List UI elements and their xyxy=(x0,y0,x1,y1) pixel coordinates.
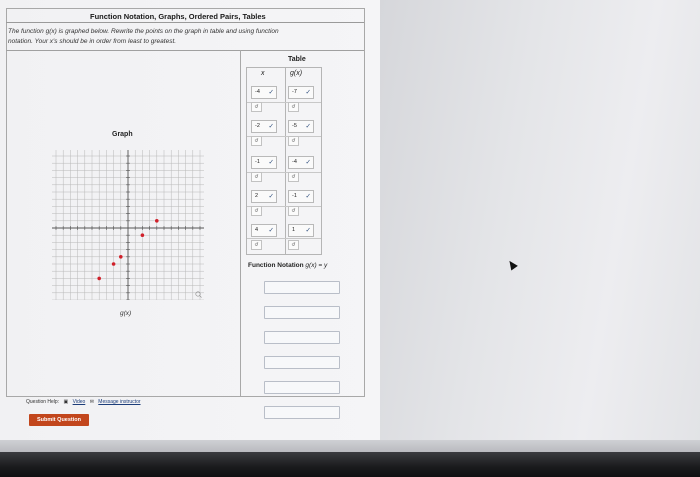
table-title: Table xyxy=(288,56,306,63)
graph-label: Graph xyxy=(112,131,133,138)
undo-icon[interactable]: ↺ xyxy=(251,136,262,146)
undo-icon[interactable]: ↺ xyxy=(251,102,262,112)
function-notation-label xyxy=(248,262,327,269)
g-value-input-value: -5 xyxy=(292,123,297,129)
frame-border xyxy=(6,8,7,396)
g-value-input-value: -7 xyxy=(292,89,297,95)
frame-border xyxy=(6,396,365,397)
table-row-line xyxy=(247,238,321,239)
x-value-input[interactable] xyxy=(251,224,277,237)
x-value-input-value: -4 xyxy=(255,89,260,95)
function-notation-answer-input[interactable] xyxy=(264,356,340,369)
graph-point xyxy=(155,219,159,223)
x-value-input-value: 4 xyxy=(255,227,259,233)
instructions-line: The function g(x) is graphed below. Rewrite the points on the graph in table and using function xyxy=(8,28,279,35)
frame-border xyxy=(6,8,365,9)
table-panel xyxy=(238,52,322,257)
function-notation-answer-input[interactable] xyxy=(264,381,340,394)
question-title: Function Notation, Graphs, Ordered Pairs, Tables xyxy=(90,12,266,21)
x-value-input-value: 2 xyxy=(255,193,259,199)
message-icon: ✉ xyxy=(89,399,94,405)
question-help-label: Question Help: xyxy=(26,399,60,405)
undo-icon[interactable]: ↺ xyxy=(251,172,262,182)
g-value-input[interactable] xyxy=(288,224,314,237)
check-icon: ✓ xyxy=(305,193,311,200)
video-icon: ▣ xyxy=(63,399,69,405)
g-value-input-value: -1 xyxy=(292,193,297,199)
check-icon: ✓ xyxy=(305,227,311,234)
check-icon: ✓ xyxy=(305,89,311,96)
x-value-input-value: -1 xyxy=(255,159,260,165)
check-icon: ✓ xyxy=(268,123,274,130)
monitor-bezel xyxy=(0,452,700,477)
graph-point xyxy=(141,233,145,237)
undo-icon[interactable]: ↺ xyxy=(288,102,299,112)
check-icon: ✓ xyxy=(268,227,274,234)
graph-axis-label: g(x) xyxy=(120,310,132,317)
check-icon: ✓ xyxy=(268,193,274,200)
check-icon: ✓ xyxy=(305,159,311,166)
function-notation-expression: g(x) = y xyxy=(305,262,328,269)
g-value-input-value: -4 xyxy=(292,159,297,165)
x-value-input[interactable] xyxy=(251,120,277,133)
undo-icon[interactable]: ↺ xyxy=(288,172,299,182)
screen-glare-area xyxy=(380,0,700,450)
undo-icon[interactable]: ↺ xyxy=(288,240,299,250)
title-divider xyxy=(6,22,364,23)
table-divider xyxy=(285,68,286,254)
g-value-input[interactable] xyxy=(288,190,314,203)
graph-point xyxy=(97,277,101,281)
function-notation-title: Function Notation xyxy=(248,262,304,269)
x-value-input[interactable] xyxy=(251,190,277,203)
video-link[interactable]: Video xyxy=(72,399,86,405)
check-icon: ✓ xyxy=(268,159,274,166)
g-value-input[interactable] xyxy=(288,86,314,99)
function-notation-answer-input[interactable] xyxy=(264,331,340,344)
graph-point xyxy=(119,255,123,259)
check-icon: ✓ xyxy=(268,89,274,96)
function-notation-answer-input[interactable] xyxy=(264,281,340,294)
graph-point xyxy=(112,262,116,266)
undo-icon[interactable]: ↺ xyxy=(288,136,299,146)
g-column-header: g(x) xyxy=(290,70,303,77)
x-value-input-value: -2 xyxy=(255,123,260,129)
instructions-divider xyxy=(6,50,364,51)
submit-question-button[interactable]: Submit Question xyxy=(29,414,89,426)
function-notation-answer-input[interactable] xyxy=(264,406,340,419)
g-value-input[interactable] xyxy=(288,120,314,133)
check-icon: ✓ xyxy=(305,123,311,130)
function-notation-answer-input[interactable] xyxy=(264,306,340,319)
screen-bottom-edge xyxy=(0,440,700,452)
undo-icon[interactable]: ↺ xyxy=(251,240,262,250)
graph-axes xyxy=(52,150,204,300)
frame-border xyxy=(364,8,365,396)
undo-icon[interactable]: ↺ xyxy=(288,206,299,216)
instructions-line: notation. Your x's should be in order from least to greatest. xyxy=(8,38,177,45)
x-value-input[interactable] xyxy=(251,156,277,169)
function-graph xyxy=(52,150,204,300)
g-value-input-value: 1 xyxy=(292,227,296,233)
question-help xyxy=(26,399,141,405)
question-instructions xyxy=(8,27,348,47)
message-instructor-link[interactable]: Message instructor xyxy=(98,399,141,405)
undo-icon[interactable]: ↺ xyxy=(251,206,262,216)
x-column-header: x xyxy=(261,70,265,77)
x-value-input[interactable] xyxy=(251,86,277,99)
g-value-input[interactable] xyxy=(288,156,314,169)
